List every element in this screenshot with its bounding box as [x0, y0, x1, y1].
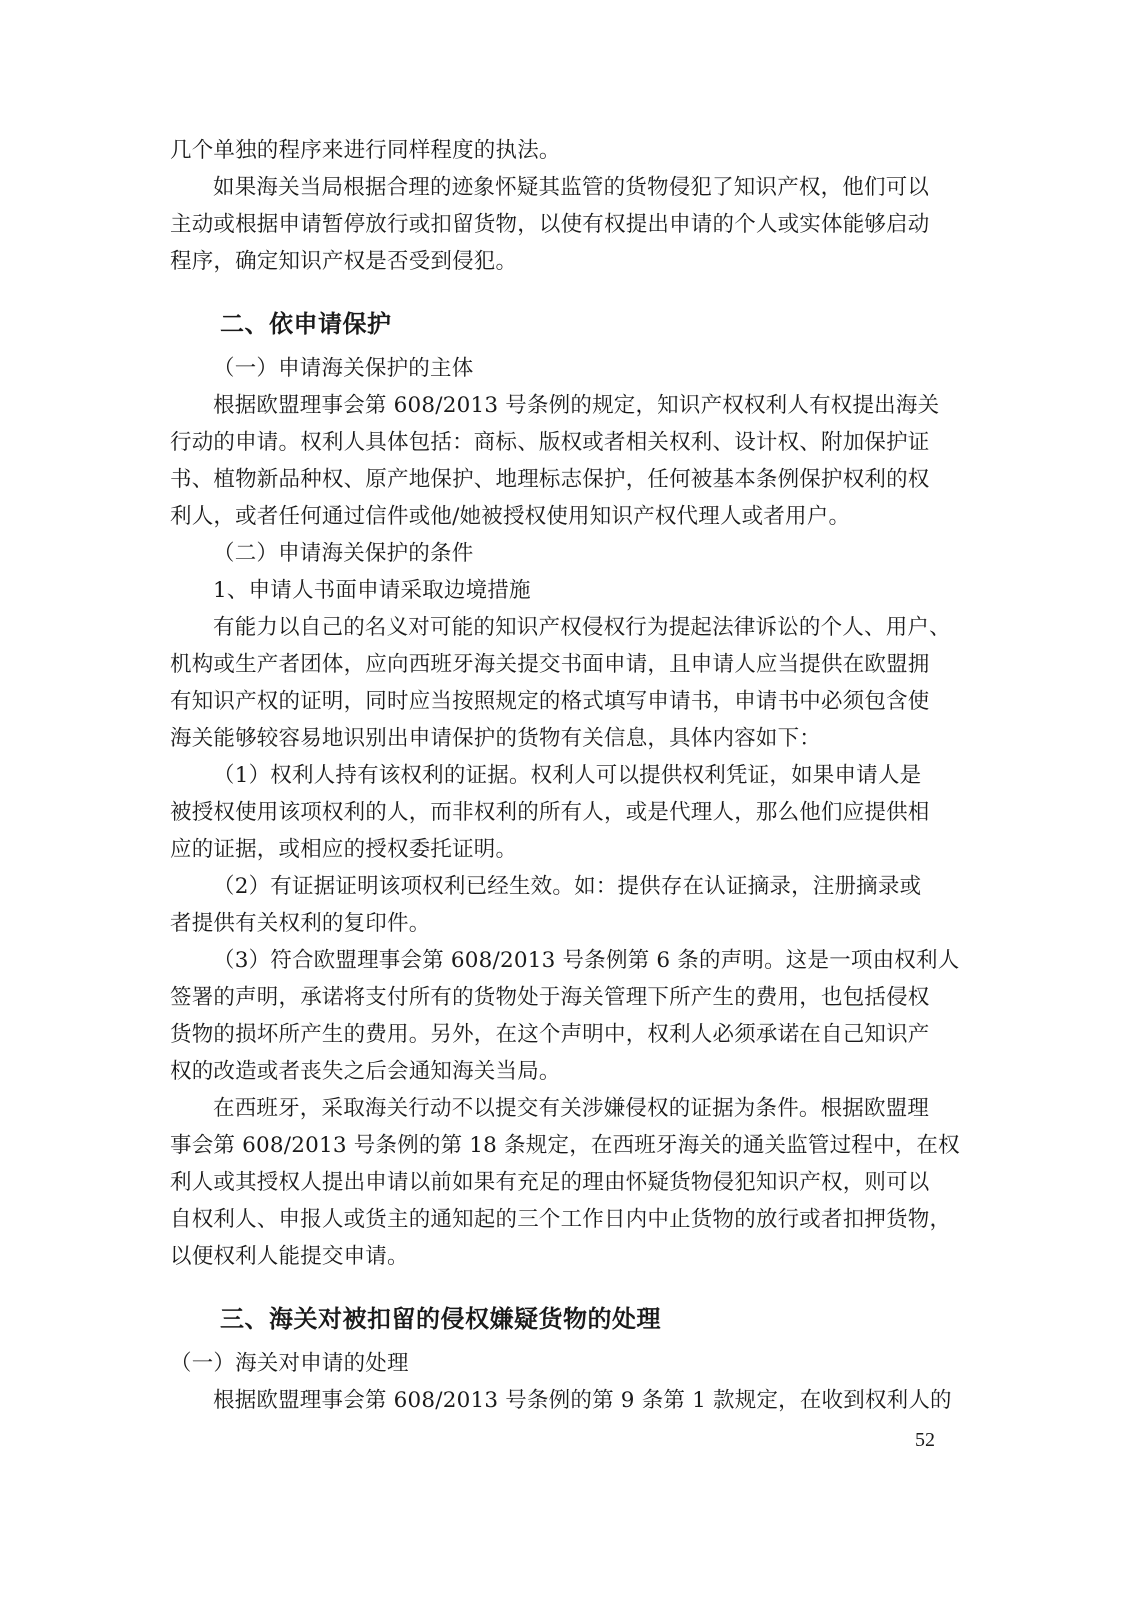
paragraph-line: 几个单独的程序来进行同样程度的执法。 — [170, 138, 561, 163]
section-heading: 二、依申请保护 — [220, 310, 392, 338]
paragraph-line: 利人，或者任何通过信件或他/她被授权使用知识产权代理人或者用户。 — [170, 504, 851, 529]
section-heading: 三、海关对被扣留的侵权嫌疑货物的处理 — [220, 1305, 661, 1333]
paragraph-line: 书、植物新品种权、原产地保护、地理标志保护，任何被基本条例保护权利的权 — [170, 467, 930, 492]
paragraph-line: 根据欧盟理事会第 608/2013 号条例的第 9 条第 1 款规定，在收到权利人的 — [213, 1388, 952, 1413]
paragraph-line: 者提供有关权利的复印件。 — [170, 911, 431, 936]
paragraph-line: 自权利人、申报人或货主的通知起的三个工作日内中止货物的放行或者扣押货物， — [170, 1207, 952, 1232]
paragraph-line: 权的改造或者丧失之后会通知海关当局。 — [170, 1059, 561, 1084]
paragraph-line: （3）符合欧盟理事会第 608/2013 号条例第 6 条的声明。这是一项由权利人 — [213, 948, 960, 973]
paragraph-line: 事会第 608/2013 号条例的第 18 条规定，在西班牙海关的通关监管过程中，在权 — [170, 1133, 960, 1158]
page-number: 52 — [915, 1429, 935, 1451]
paragraph-line: 行动的申请。权利人具体包括：商标、版权或者相关权利、设计权、附加保护证 — [170, 430, 930, 455]
paragraph-line: 在西班牙，采取海关行动不以提交有关涉嫌侵权的证据为条件。根据欧盟理 — [213, 1096, 930, 1121]
paragraph-line: 利人或其授权人提出申请以前如果有充足的理由怀疑货物侵犯知识产权，则可以 — [170, 1170, 930, 1195]
paragraph-line: 被授权使用该项权利的人，而非权利的所有人，或是代理人，那么他们应提供相 — [170, 800, 930, 825]
paragraph-line: 有能力以自己的名义对可能的知识产权侵权行为提起法律诉讼的个人、用户、 — [213, 615, 951, 640]
subsection-heading: （一）申请海关保护的主体 — [213, 356, 474, 381]
subsection-heading: （一）海关对申请的处理 — [170, 1351, 409, 1376]
paragraph-line: 程序，确定知识产权是否受到侵犯。 — [170, 249, 518, 274]
page-content — [170, 132, 960, 1419]
paragraph-line: 如果海关当局根据合理的迹象怀疑其监管的货物侵犯了知识产权，他们可以 — [213, 175, 930, 200]
paragraph-line: 主动或根据申请暂停放行或扣留货物，以使有权提出申请的个人或实体能够启动 — [170, 212, 930, 237]
paragraph-line: 根据欧盟理事会第 608/2013 号条例的规定，知识产权权利人有权提出海关 — [213, 393, 940, 418]
subsection-heading: （二）申请海关保护的条件 — [213, 541, 474, 566]
paragraph-line: （1）权利人持有该权利的证据。权利人可以提供权利凭证，如果申请人是 — [213, 763, 922, 788]
paragraph-line: 应的证据，或相应的授权委托证明。 — [170, 837, 518, 862]
paragraph-line: 签署的声明，承诺将支付所有的货物处于海关管理下所产生的费用，也包括侵权 — [170, 985, 930, 1010]
list-item-heading: 1、申请人书面申请采取边境措施 — [213, 578, 531, 603]
paragraph-line: 海关能够较容易地识别出申请保护的货物有关信息，具体内容如下： — [170, 726, 822, 751]
paragraph-line: 有知识产权的证明，同时应当按照规定的格式填写申请书，申请书中必须包含使 — [170, 689, 930, 714]
paragraph-line: 以便权利人能提交申请。 — [170, 1244, 409, 1269]
paragraph-line: 机构或生产者团体，应向西班牙海关提交书面申请，且申请人应当提供在欧盟拥 — [170, 652, 930, 677]
paragraph-line: 货物的损坏所产生的费用。另外，在这个声明中，权利人必须承诺在自己知识产 — [170, 1022, 930, 1047]
paragraph-line: （2）有证据证明该项权利已经生效。如：提供存在认证摘录，注册摘录或 — [213, 874, 922, 899]
